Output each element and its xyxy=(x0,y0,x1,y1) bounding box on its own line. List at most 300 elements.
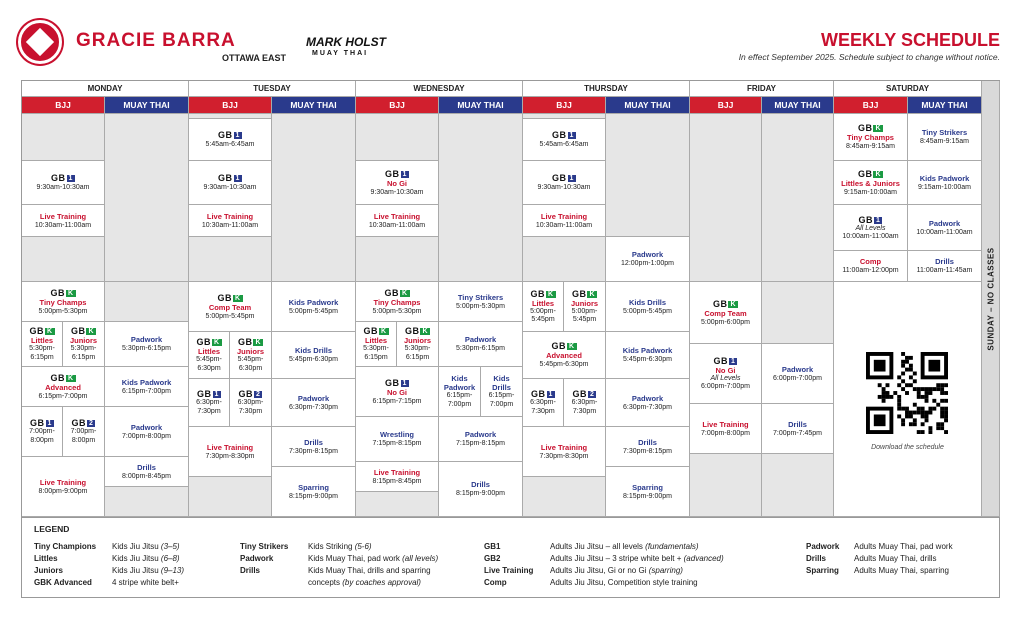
class-name: Littles xyxy=(30,336,54,345)
legend-description: Adults Jiu Jitsu – all levels (fundamentals) xyxy=(550,542,699,551)
class-time: 8:00pm-8:45pm xyxy=(121,472,172,480)
gracie-barra-logo-icon xyxy=(18,20,62,64)
class-time: 10:00am-11:00am xyxy=(916,228,973,236)
class-name: Live Training xyxy=(206,442,254,452)
empty-slot xyxy=(439,114,523,282)
class-slot[interactable] xyxy=(22,457,105,517)
class-slot[interactable] xyxy=(523,282,564,332)
class-name: Padwork xyxy=(130,335,163,344)
class-time: 5:00pm-5:30pm xyxy=(372,307,422,315)
gb-logo-icon: GB 1 xyxy=(552,173,574,183)
gb-logo-icon: GB K xyxy=(571,288,596,299)
legend-term: GB1 xyxy=(484,542,501,551)
empty-slot xyxy=(105,487,189,517)
gb-logo-icon: GB K xyxy=(551,341,575,351)
class-name: Kids Padwork xyxy=(919,173,970,183)
class-time: 7:30pm-8:15pm xyxy=(622,447,673,455)
class-slot[interactable] xyxy=(356,462,439,492)
class-name: Littles & Juniors xyxy=(841,178,900,188)
legend-row xyxy=(806,541,953,553)
class-time-start: 5:45pm- xyxy=(237,356,264,363)
gb-logo-icon: GB 1 xyxy=(218,130,240,140)
class-slot[interactable] xyxy=(272,379,356,427)
legend-term: GB2 xyxy=(484,554,501,563)
class-time: 9:30am-10:30am xyxy=(203,184,257,191)
class-time: 7:30pm-8:30pm xyxy=(539,452,589,460)
class-name: No Gi xyxy=(387,178,407,188)
class-time: 6:30pm-7:30pm xyxy=(622,403,673,411)
class-name: No Gi xyxy=(715,366,736,375)
empty-slot xyxy=(105,282,189,322)
class-time: 9:30am-10:30am xyxy=(537,184,591,191)
class-name: Sparring xyxy=(632,482,663,492)
class-time-end: 6:30pm xyxy=(197,364,221,372)
class-time: 8:15pm-9:00pm xyxy=(288,492,339,500)
class-time: 10:00am-11:00am xyxy=(842,232,899,240)
class-name: Drills xyxy=(304,437,323,447)
class-name: Live Training xyxy=(540,211,588,221)
class-slot[interactable] xyxy=(606,467,690,517)
muay-thai-header: MUAY THAI xyxy=(439,97,523,114)
day-header: MONDAY xyxy=(22,81,189,97)
class-slot[interactable] xyxy=(272,282,356,332)
class-slot[interactable] xyxy=(481,367,523,417)
class-slot[interactable] xyxy=(189,379,230,427)
gb-logo-icon: GB 1 xyxy=(197,389,219,399)
class-name: Kids Drills xyxy=(628,297,667,307)
class-slot[interactable] xyxy=(908,205,982,251)
class-slot[interactable] xyxy=(606,379,690,427)
legend-description: 4 stripe white belt+ xyxy=(112,578,179,587)
class-slot[interactable] xyxy=(356,161,439,205)
class-time: 8:45am-9:15am xyxy=(919,138,970,145)
qr-code-panel[interactable] xyxy=(834,282,982,517)
gb-logo-icon: GB 1 xyxy=(385,377,407,388)
class-name: Littles xyxy=(197,347,221,356)
class-slot[interactable] xyxy=(564,379,606,427)
class-time-end: 5:45pm xyxy=(572,316,597,323)
class-time-end: 6:15pm xyxy=(364,353,388,361)
class-name: Advanced xyxy=(45,382,81,392)
empty-slot xyxy=(22,237,105,282)
class-name: Live Training xyxy=(39,477,87,487)
class-name: Tiny Champs xyxy=(373,297,421,307)
sunday-closed-label xyxy=(982,81,1000,517)
legend-term: Tiny Strikers xyxy=(240,542,289,551)
class-level: All Levels xyxy=(855,224,886,232)
class-name: Live Training xyxy=(540,442,588,452)
legend-term: GBK Advanced xyxy=(34,578,92,587)
gb-logo-icon: GB K xyxy=(857,123,882,133)
class-name: No Gi xyxy=(387,387,407,397)
class-time-start: 6:15pm- xyxy=(488,392,515,399)
class-slot[interactable] xyxy=(439,462,523,517)
class-slot[interactable] xyxy=(762,344,834,404)
class-slot[interactable] xyxy=(834,205,908,251)
day-header: THURSDAY xyxy=(523,81,690,97)
class-slot[interactable] xyxy=(908,251,982,282)
class-time: 5:00pm-5:30pm xyxy=(38,307,88,315)
class-time: 5:45am-6:45am xyxy=(539,141,589,148)
class-time-start: 6:30pm- xyxy=(571,399,598,406)
legend-description: Kids Jiu Jitsu (3–5) xyxy=(112,542,180,551)
class-time-start: 5:00pm- xyxy=(571,307,598,315)
class-time: 12:00pm-1:00pm xyxy=(621,260,674,267)
gb-logo-icon: GB K xyxy=(384,287,408,298)
class-time: 5:00pm-5:45pm xyxy=(205,312,255,320)
class-name: Wrestling xyxy=(379,430,415,439)
class-slot[interactable] xyxy=(908,161,982,205)
legend-description: Adults Muay Thai, pad work xyxy=(854,542,953,551)
class-time: 7:00pm-7:45pm xyxy=(772,429,823,437)
class-slot[interactable] xyxy=(523,427,606,477)
class-slot[interactable] xyxy=(105,457,189,487)
class-name: Drills xyxy=(935,257,954,266)
class-slot[interactable] xyxy=(189,282,272,332)
class-time: 10:30am-11:00am xyxy=(201,221,259,229)
gb-logo-icon: GB K xyxy=(404,326,429,336)
class-slot[interactable] xyxy=(606,237,690,282)
class-name: Drills xyxy=(492,383,511,392)
class-slot[interactable] xyxy=(189,119,272,161)
class-slot[interactable] xyxy=(356,282,439,322)
class-time-end: 7:30pm xyxy=(572,407,597,415)
legend-term: Drills xyxy=(240,566,261,575)
empty-slot xyxy=(606,114,690,237)
class-slot[interactable] xyxy=(606,427,690,467)
class-time-end: 6:30pm xyxy=(238,364,263,372)
empty-slot xyxy=(762,114,834,282)
legend-row xyxy=(34,577,184,589)
legend-row xyxy=(806,553,953,565)
legend-description: Adults Muay Thai, drills xyxy=(854,554,937,563)
class-name: Padwork xyxy=(631,250,664,259)
class-time: 5:30pm-6:15pm xyxy=(455,345,506,352)
class-slot[interactable] xyxy=(105,407,189,457)
class-name: Tiny Strikers xyxy=(457,292,504,302)
legend-row xyxy=(240,541,438,553)
gb-logo-icon: GB 2 xyxy=(572,389,595,399)
class-slot[interactable] xyxy=(523,379,564,427)
class-slot[interactable] xyxy=(22,367,105,407)
class-name: Sparring xyxy=(298,482,329,492)
class-name: Kids Drills xyxy=(294,346,333,355)
class-slot[interactable] xyxy=(272,427,356,467)
class-time-end: 7:30pm xyxy=(531,407,555,415)
class-name: Padwork xyxy=(464,335,497,344)
gb-logo-icon: GB 1 xyxy=(713,356,736,366)
legend-description: Kids Muay Thai, pad work (all levels) xyxy=(308,554,439,563)
day-header: TUESDAY xyxy=(189,81,356,97)
legend-row xyxy=(240,577,438,589)
class-level: All Levels xyxy=(710,375,741,382)
page-subtitle: In effect September 2025. Schedule subject to change without notice. xyxy=(738,52,1000,62)
gb-logo-icon: GB 1 xyxy=(531,389,553,399)
class-time: 5:00pm-5:45pm xyxy=(622,307,673,315)
class-slot[interactable] xyxy=(22,205,105,237)
class-slot[interactable] xyxy=(606,282,690,332)
class-time-start: 5:30pm- xyxy=(363,345,389,352)
class-time-end: 7:00pm xyxy=(489,400,514,408)
gb-logo-icon: GB 1 xyxy=(218,173,240,183)
class-time-start: 6:30pm- xyxy=(530,399,556,406)
class-name: Kids Padwork xyxy=(288,297,339,307)
legend-description: Adults Muay Thai, sparring xyxy=(854,566,950,575)
day-header: SATURDAY xyxy=(834,81,982,97)
class-slot[interactable] xyxy=(439,322,523,367)
class-slot[interactable] xyxy=(439,417,523,462)
class-time: 9:15am-10:00am xyxy=(918,183,971,191)
class-name: Padwork xyxy=(443,383,476,392)
class-time-start: 6:30pm- xyxy=(196,399,222,406)
class-slot[interactable] xyxy=(272,332,356,379)
class-time-end: 7:30pm xyxy=(197,407,221,415)
class-slot[interactable] xyxy=(908,114,982,161)
class-time: 7:30pm-8:15pm xyxy=(288,447,339,455)
empty-slot xyxy=(356,114,439,161)
class-slot[interactable] xyxy=(523,161,606,205)
gb-logo-icon: GB K xyxy=(530,288,554,299)
class-name: Kids xyxy=(451,374,468,383)
brand-name: GRACIE BARRA xyxy=(76,30,236,51)
legend xyxy=(21,518,1000,598)
class-name: Live Training xyxy=(39,211,87,221)
class-name: Padwork xyxy=(928,218,961,228)
muay-thai-header: MUAY THAI xyxy=(105,97,189,114)
class-time: 8:15pm-9:00pm xyxy=(455,490,506,497)
muay-thai-header: MUAY THAI xyxy=(762,97,834,114)
class-slot[interactable] xyxy=(690,282,762,344)
class-time: 7:15pm-8:15pm xyxy=(372,440,422,447)
gb-logo-icon: GB 1 xyxy=(385,168,407,179)
class-slot[interactable] xyxy=(189,427,272,477)
class-time: 8:00pm-9:00pm xyxy=(38,487,88,495)
legend-row xyxy=(484,541,724,553)
class-slot[interactable] xyxy=(230,379,272,427)
class-name: Tiny Champs xyxy=(847,133,894,142)
class-slot[interactable] xyxy=(22,407,63,457)
empty-slot xyxy=(22,114,105,161)
brand-location: OTTAWA EAST xyxy=(222,53,286,63)
class-time-start: 5:30pm- xyxy=(29,345,55,352)
empty-slot xyxy=(356,492,439,517)
class-time-start: 6:30pm- xyxy=(237,399,264,406)
class-time: 8:15pm-8:45pm xyxy=(372,477,422,485)
gb-logo-icon: GB K xyxy=(50,287,74,298)
legend-row xyxy=(34,553,184,565)
gb-logo-icon: GB 1 xyxy=(552,130,574,140)
class-time-start: 5:45pm- xyxy=(196,356,222,363)
muay-thai-header: MUAY THAI xyxy=(908,97,982,114)
bjj-header: BJJ xyxy=(834,97,908,114)
qr-code-icon[interactable] xyxy=(866,352,948,434)
class-name: Juniors xyxy=(236,347,265,356)
legend-column xyxy=(484,541,724,589)
gb-logo-icon: GB 2 xyxy=(238,389,261,399)
gb-logo-icon: GB K xyxy=(70,326,95,336)
legend-row xyxy=(484,577,724,589)
class-slot[interactable] xyxy=(523,332,606,379)
class-time-end: 8:00pm xyxy=(30,436,54,444)
empty-slot xyxy=(523,237,606,282)
class-name: Padwork xyxy=(130,422,163,432)
legend-term: Padwork xyxy=(806,542,840,551)
class-name: Drills xyxy=(471,480,490,489)
class-time: 5:45am-6:45am xyxy=(205,141,255,148)
class-slot[interactable] xyxy=(690,404,762,454)
sunday-text: SUNDAY – NO CLASSES xyxy=(986,246,995,351)
class-slot[interactable] xyxy=(63,322,105,367)
class-name: Padwork xyxy=(464,430,497,439)
qr-caption: Download the schedule xyxy=(871,444,944,451)
class-slot[interactable] xyxy=(63,407,105,457)
class-time: 6:15pm-7:00pm xyxy=(121,387,172,395)
class-slot[interactable] xyxy=(356,322,397,367)
class-time-end: 7:30pm xyxy=(238,407,263,415)
empty-slot xyxy=(272,114,356,282)
class-slot[interactable] xyxy=(523,205,606,237)
legend-description: Kids Striking (5-6) xyxy=(308,542,372,551)
class-slot[interactable] xyxy=(272,467,356,517)
class-time-end: 6:15pm xyxy=(30,353,54,361)
class-time-end: 6:15pm xyxy=(71,353,96,361)
class-slot[interactable] xyxy=(189,205,272,237)
legend-description: concepts (by coaches approval) xyxy=(308,578,421,587)
class-time: 10:30am-11:00am xyxy=(368,221,426,229)
class-slot[interactable] xyxy=(22,282,105,322)
class-time: 5:00pm-5:30pm xyxy=(455,302,506,310)
class-name: Live Training xyxy=(373,467,421,477)
class-slot[interactable] xyxy=(834,251,908,282)
class-name: Comp Team xyxy=(704,308,747,318)
muay-thai-header: MUAY THAI xyxy=(606,97,690,114)
legend-row xyxy=(484,553,724,565)
class-time: 6:15pm-7:15pm xyxy=(372,397,422,405)
partner-logo-sub: MUAY THAI xyxy=(312,50,369,57)
class-name: Padwork xyxy=(631,393,664,403)
class-time-start: 7:00pm- xyxy=(70,428,97,435)
class-time: 6:15pm-7:00pm xyxy=(38,392,88,400)
class-name: Live Training xyxy=(206,211,254,221)
legend-term: Drills xyxy=(806,554,827,563)
class-slot[interactable] xyxy=(230,332,272,379)
class-slot[interactable] xyxy=(189,161,272,205)
legend-row xyxy=(34,565,184,577)
class-time: 5:45pm-6:30pm xyxy=(539,361,589,368)
empty-slot xyxy=(690,114,762,282)
class-name: Juniors xyxy=(570,298,599,308)
class-time: 9:15am-10:00am xyxy=(844,188,897,196)
gb-logo-icon: GB K xyxy=(712,298,737,309)
class-name: Comp xyxy=(859,257,882,266)
gb-logo-icon: GB K xyxy=(363,326,387,336)
class-slot[interactable] xyxy=(834,161,908,205)
class-time-end: 6:15pm xyxy=(405,353,430,361)
legend-description: Kids Muay Thai, drills and sparring xyxy=(308,566,431,575)
gb-logo-icon: GB K xyxy=(217,292,241,303)
legend-description: Kids Jiu Jitsu (9–13) xyxy=(112,566,185,575)
class-slot[interactable] xyxy=(356,205,439,237)
class-slot[interactable] xyxy=(22,322,63,367)
class-time-start: 5:30pm- xyxy=(404,345,431,352)
empty-slot xyxy=(762,454,834,517)
legend-term: Live Training xyxy=(484,566,534,575)
class-slot[interactable] xyxy=(690,344,762,404)
legend-row xyxy=(34,541,184,553)
class-name: Drills xyxy=(137,462,156,472)
legend-description: Kids Jiu Jitsu (6–8) xyxy=(112,554,180,563)
class-time: 9:30am-10:30am xyxy=(370,188,424,196)
class-slot[interactable] xyxy=(439,367,481,417)
class-time: 8:15pm-9:00pm xyxy=(622,492,673,500)
day-header: FRIDAY xyxy=(690,81,834,97)
class-slot[interactable] xyxy=(105,367,189,407)
class-time-end: 7:00pm xyxy=(447,400,472,408)
bjj-header: BJJ xyxy=(22,97,105,114)
class-slot[interactable] xyxy=(105,322,189,367)
class-slot[interactable] xyxy=(356,367,439,417)
page-title: WEEKLY SCHEDULE xyxy=(820,30,1000,50)
muay-thai-header: MUAY THAI xyxy=(272,97,356,114)
class-slot[interactable] xyxy=(356,417,439,462)
legend-row xyxy=(484,565,724,577)
empty-slot xyxy=(189,237,272,282)
class-time: 5:30pm-6:15pm xyxy=(121,345,172,352)
class-time: 5:45pm-6:30pm xyxy=(288,356,339,363)
class-time: 7:00pm-8:00pm xyxy=(700,429,751,437)
class-slot[interactable] xyxy=(189,332,230,379)
class-time: 11:00am-11:45am xyxy=(916,267,973,274)
empty-slot xyxy=(762,282,834,344)
gb-logo-icon: GB K xyxy=(50,372,74,383)
legend-term: Juniors xyxy=(34,566,63,575)
gb-logo-icon: GB 1 xyxy=(51,173,73,183)
class-slot[interactable] xyxy=(606,332,690,379)
class-time: 10:30am-11:00am xyxy=(535,221,593,229)
gb-logo-icon: GB K xyxy=(29,326,53,336)
bjj-header: BJJ xyxy=(690,97,762,114)
empty-slot xyxy=(356,237,439,282)
empty-slot xyxy=(690,454,762,517)
class-name: Littles xyxy=(531,298,555,308)
class-name: Juniors xyxy=(403,336,432,345)
class-time-start: 5:00pm- xyxy=(530,307,556,315)
class-slot[interactable] xyxy=(762,404,834,454)
class-time: 5:45pm-6:30pm xyxy=(622,356,673,363)
class-name: Padwork xyxy=(781,364,814,374)
class-slot[interactable] xyxy=(439,282,523,322)
class-slot[interactable] xyxy=(397,322,439,367)
bjj-header: BJJ xyxy=(189,97,272,114)
bjj-header: BJJ xyxy=(523,97,606,114)
gb-logo-icon: GB K xyxy=(857,168,882,179)
class-time: 6:00pm-7:00pm xyxy=(772,374,823,382)
class-name: Live Training xyxy=(373,211,421,221)
class-name: Drills xyxy=(788,419,807,429)
class-name: Kids Padwork xyxy=(121,377,172,387)
class-name: Littles xyxy=(364,336,388,345)
empty-slot xyxy=(189,477,272,517)
legend-term: Littles xyxy=(34,554,58,563)
class-slot[interactable] xyxy=(834,114,908,161)
class-slot[interactable] xyxy=(564,282,606,332)
class-time-end: 8:00pm xyxy=(71,436,96,444)
class-slot[interactable] xyxy=(523,119,606,161)
class-name: Kids Padwork xyxy=(622,346,673,355)
class-time: 11:00am-12:00pm xyxy=(842,267,899,274)
class-slot[interactable] xyxy=(22,161,105,205)
gb-logo-icon: GB 1 xyxy=(30,418,52,428)
